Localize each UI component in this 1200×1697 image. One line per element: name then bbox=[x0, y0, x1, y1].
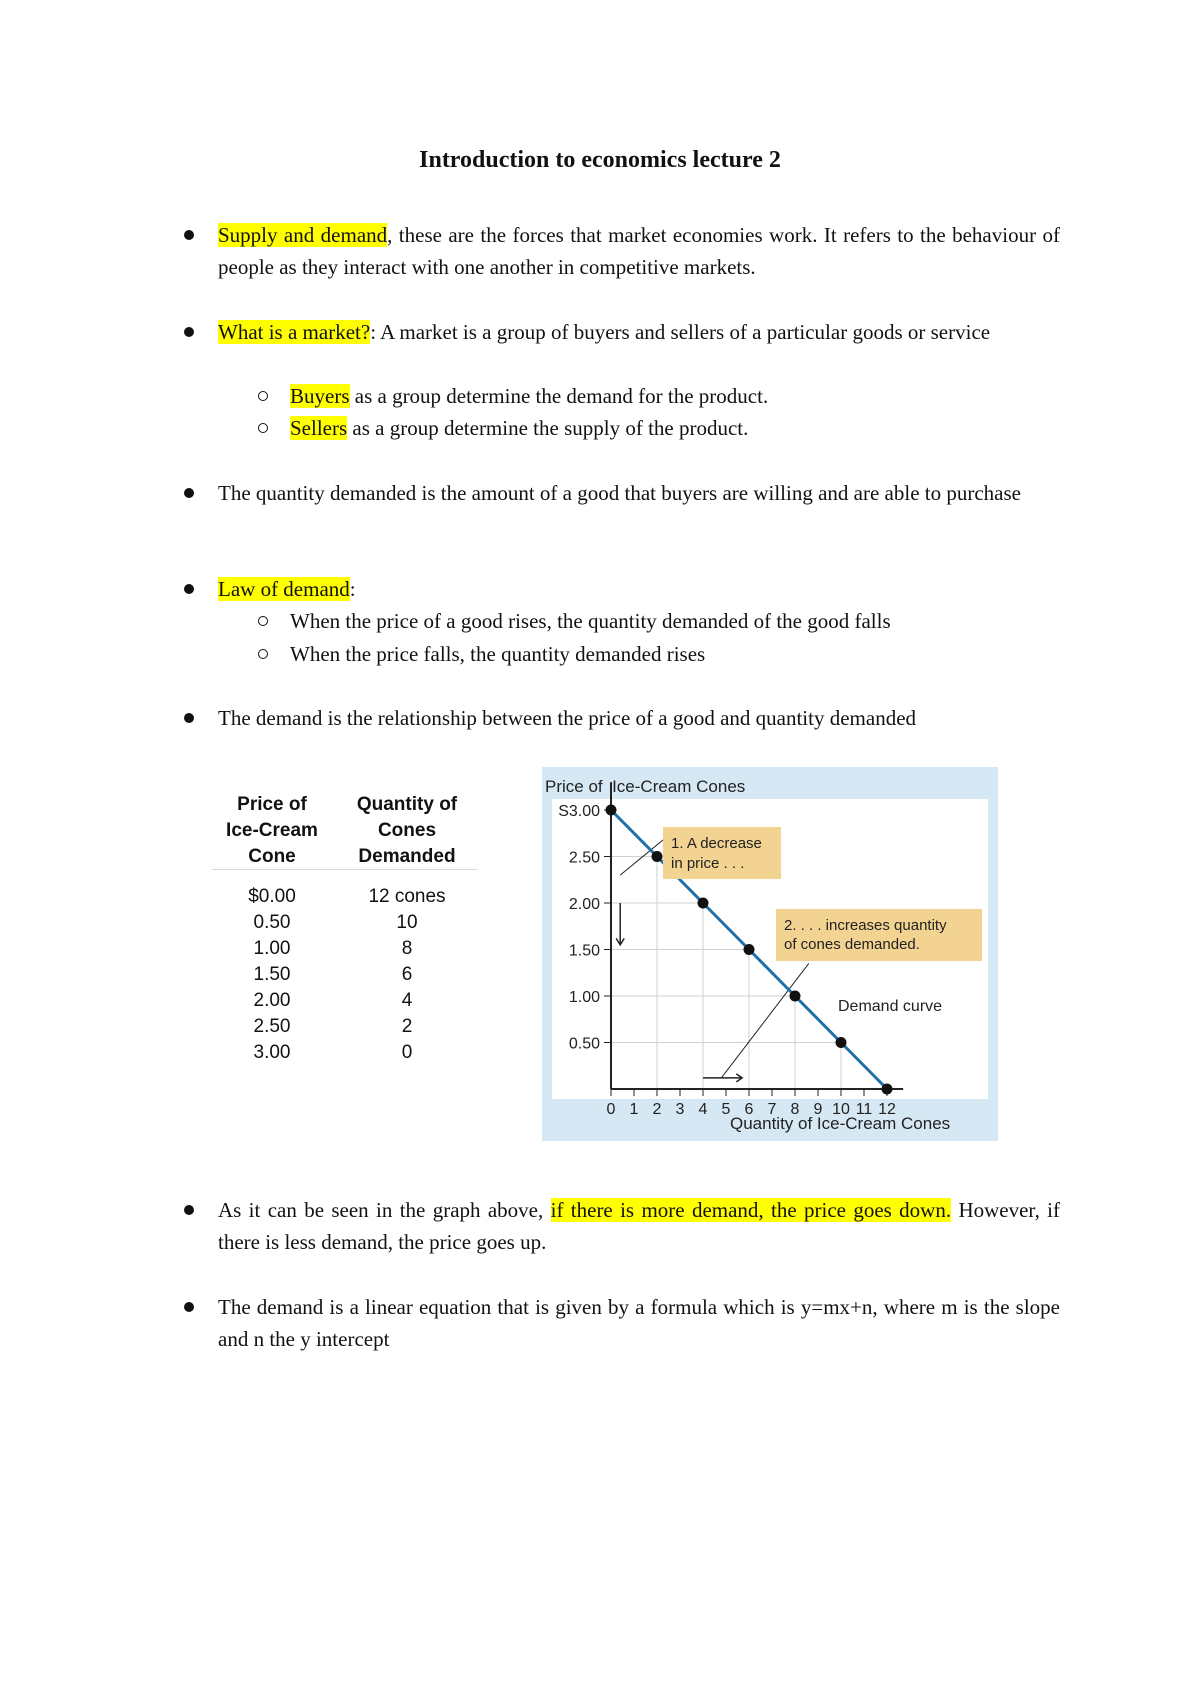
bullet-text: The demand is the relationship between the price of a good and quantity demanded bbox=[218, 706, 917, 730]
data-point bbox=[652, 851, 663, 862]
sub-bullet-price-falls bbox=[290, 638, 1060, 670]
data-point bbox=[836, 1037, 847, 1048]
price-cell: 2.00 bbox=[253, 990, 291, 1011]
data-point bbox=[698, 898, 709, 909]
bullet-dot bbox=[184, 327, 194, 337]
sub-bullet-circle bbox=[258, 391, 268, 401]
callout-text: of cones demanded. bbox=[784, 936, 920, 953]
y-axis-label: Price of Ice-Cream Cones bbox=[545, 777, 746, 796]
data-point bbox=[882, 1084, 893, 1095]
highlight-term: Sellers bbox=[290, 416, 348, 440]
bullet-text: The demand is a linear equation that is given by a formula which is y=mx+n, where m is the slope and n the y intercept bbox=[218, 1295, 1060, 1351]
quantity-cell: 4 bbox=[401, 990, 413, 1011]
callout-increase-quantity bbox=[776, 909, 982, 961]
quantity-cell: 6 bbox=[401, 964, 413, 985]
bullet-text: , these are the forces that market economies work. It refers to the behaviour of people as they interact with one another in competitive markets. bbox=[218, 223, 1060, 279]
highlight-term: Buyers bbox=[290, 384, 350, 408]
header-line: Quantity of bbox=[356, 794, 458, 815]
bullet-dot bbox=[184, 1302, 194, 1312]
highlight-term: if there is more demand, the price goes down. bbox=[550, 1198, 952, 1222]
header-line: Cones bbox=[377, 820, 437, 841]
sub-bullet-sellers bbox=[290, 412, 1060, 444]
table-header-divider bbox=[212, 869, 477, 870]
sub-bullet-price-rises bbox=[290, 605, 1060, 637]
y-tick-label: 2.00 bbox=[568, 896, 600, 913]
callout-decrease-price bbox=[663, 827, 781, 879]
y-tick-label: 1.50 bbox=[568, 942, 600, 960]
x-tick-label: 11 bbox=[855, 1101, 873, 1118]
sub-bullet-circle bbox=[258, 649, 268, 659]
demand-curve-chart bbox=[542, 767, 998, 1141]
sub-bullet-circle bbox=[258, 616, 268, 626]
bullet-law-of-demand bbox=[218, 573, 1060, 605]
demand-curve-label: Demand curve bbox=[838, 998, 943, 1015]
x-tick-label: 5 bbox=[721, 1101, 731, 1118]
highlight-term: Law of demand bbox=[218, 577, 350, 601]
bullet-dot bbox=[184, 584, 194, 594]
callout-text: 2. . . . increases quantity bbox=[784, 917, 947, 934]
x-tick-label: 4 bbox=[698, 1101, 708, 1118]
quantity-cell: 10 bbox=[396, 912, 418, 933]
bullet-dot bbox=[184, 1205, 194, 1215]
sub-bullet-text: as a group determine the demand for the product. bbox=[349, 384, 769, 408]
price-cell: 1.50 bbox=[253, 964, 291, 985]
y-tick-label: 2.50 bbox=[568, 849, 600, 867]
price-cell: 2.50 bbox=[253, 1016, 291, 1037]
header-line: Demanded bbox=[358, 846, 456, 867]
bullet-market bbox=[218, 316, 1060, 348]
highlight-term: Supply and demand bbox=[218, 223, 388, 247]
x-tick-label: 0 bbox=[606, 1101, 616, 1118]
sub-bullet-text: When the price of a good rises, the quantity demanded of the good falls bbox=[290, 609, 891, 633]
bullet-dot bbox=[184, 713, 194, 723]
bullet-text: However, if there is less demand, the price goes up. bbox=[218, 1198, 1061, 1254]
bullet-dot bbox=[184, 488, 194, 498]
quantity-cell: 8 bbox=[401, 938, 413, 959]
bullet-graph-explanation bbox=[218, 1194, 1060, 1258]
bullet-text: : bbox=[349, 577, 356, 601]
x-axis-label: Quantity of Ice-Cream Cones bbox=[730, 1114, 951, 1133]
bullet-text: The quantity demanded is the amount of a good that buyers are willing and are able to purchase bbox=[218, 481, 1021, 505]
data-point bbox=[744, 944, 755, 955]
price-cell: $0.00 bbox=[248, 886, 296, 907]
x-tick-label: 2 bbox=[652, 1101, 662, 1118]
y-tick-label: 1.00 bbox=[568, 989, 600, 1006]
sub-bullet-circle bbox=[258, 423, 268, 433]
data-point bbox=[790, 991, 801, 1002]
sub-bullet-text: When the price falls, the quantity demanded rises bbox=[290, 642, 706, 666]
bullet-demand-relationship bbox=[218, 702, 1060, 734]
sub-bullet-buyers bbox=[290, 380, 1060, 412]
bullet-dot bbox=[184, 230, 194, 240]
x-tick-label: 3 bbox=[675, 1101, 685, 1118]
sub-bullet-text: as a group determine the supply of the product. bbox=[347, 416, 749, 440]
x-tick-label: 7 bbox=[767, 1101, 777, 1118]
quantity-cell: 2 bbox=[401, 1016, 413, 1037]
callout-text: 1. A decrease bbox=[671, 835, 762, 852]
x-tick-label: 8 bbox=[790, 1101, 800, 1118]
price-cell: 1.00 bbox=[253, 938, 291, 959]
x-tick-label: 12 bbox=[878, 1101, 896, 1118]
table-header-price bbox=[207, 792, 337, 870]
y-tick-label: 0.50 bbox=[568, 1035, 600, 1053]
table-header-quantity bbox=[342, 792, 472, 870]
bullet-linear-equation bbox=[218, 1291, 1060, 1355]
x-tick-label: 1 bbox=[629, 1101, 639, 1118]
data-point bbox=[606, 805, 617, 816]
price-cell: 3.00 bbox=[253, 1042, 291, 1063]
x-tick-label: 9 bbox=[813, 1101, 823, 1118]
x-tick-label: 6 bbox=[744, 1101, 754, 1118]
header-line: Ice-Cream bbox=[226, 820, 318, 841]
header-line: Price of bbox=[237, 794, 307, 815]
x-tick-label: 10 bbox=[832, 1101, 850, 1118]
bullet-quantity-demanded bbox=[218, 477, 1060, 509]
y-tick-label: S3.00 bbox=[558, 803, 600, 820]
page-title: Introduction to economics lecture 2 bbox=[419, 147, 781, 173]
price-cell: 0.50 bbox=[253, 912, 291, 933]
highlight-term: What is a market? bbox=[218, 320, 371, 344]
bullet-text: As it can be seen in the graph above, bbox=[218, 1198, 551, 1222]
bullet-supply-demand bbox=[218, 219, 1060, 283]
quantity-cell: 12 cones bbox=[368, 886, 446, 907]
bullet-text: : A market is a group of buyers and sellers of a particular goods or service bbox=[370, 320, 991, 344]
header-line: Cone bbox=[248, 846, 296, 867]
quantity-cell: 0 bbox=[401, 1042, 413, 1063]
callout-text: in price . . . bbox=[671, 855, 745, 872]
